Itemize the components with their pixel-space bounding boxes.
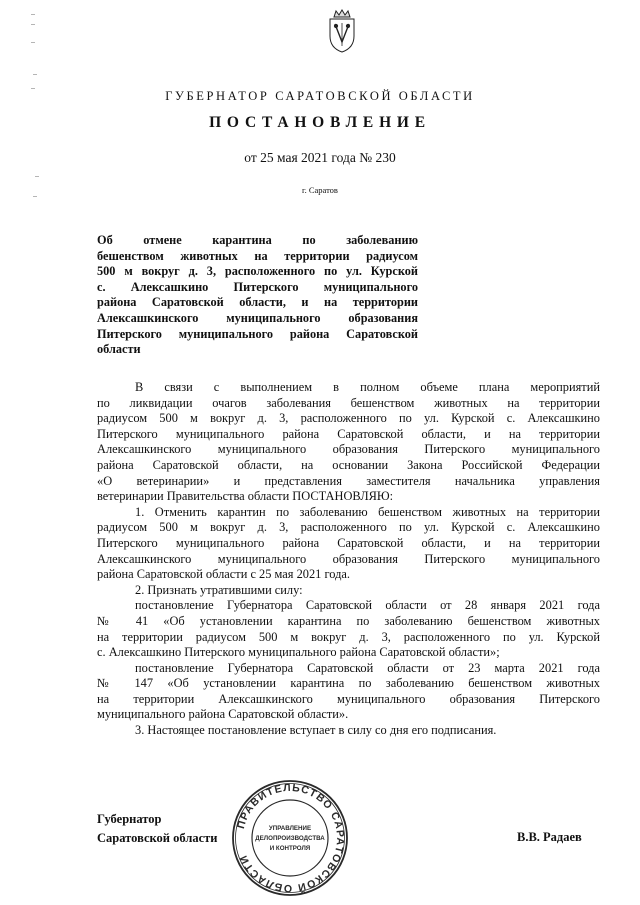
document-subject <box>97 233 418 358</box>
document-city: г. Саратов <box>302 185 338 195</box>
issuing-authority: ГУБЕРНАТОР САРАТОВСКОЙ ОБЛАСТИ <box>165 89 475 103</box>
subject-line: области <box>97 342 141 357</box>
stamp-inner-line: ДЕЛОПРОИЗВОДСТВА <box>255 835 325 842</box>
body-line: № 147 «Об установлении карантина по заболеванию бешенством животных <box>97 676 600 691</box>
document-type: ПОСТАНОВЛЕНИЕ <box>209 114 431 131</box>
body-line: Питерского муниципального района Саратовской области, и на территории <box>97 535 600 550</box>
body-line: муниципального района Саратовской области». <box>97 707 349 722</box>
subject-line: Питерского муниципального района Саратовской <box>97 326 418 341</box>
body-line: 2. Признать утратившими силу: <box>135 582 303 597</box>
body-line: ветеринарии Правительства области ПОСТАНОВЛЯЮ: <box>97 489 394 504</box>
body-line: радиусом 500 м вокруг д. 3, расположенного по ул. Курской с. Алексашкино <box>97 411 600 426</box>
body-line: по ликвидации очагов заболевания бешенством животных на территории <box>97 395 600 410</box>
body-line: района Саратовской области, на основании Закона Российской Федерации <box>97 457 600 472</box>
signer-position <box>97 810 217 848</box>
body-line: постановление Губернатора Саратовской области от 28 января 2021 года <box>135 598 600 613</box>
document-date-number: от 25 мая 2021 года № 230 <box>244 150 396 165</box>
subject-line: бешенством животных на территории радиусом <box>97 248 418 263</box>
subject-line: Об отмене карантина по заболеванию <box>97 233 418 247</box>
signer-name: В.В. Радаев <box>517 830 582 844</box>
body-line: «О ветеринарии» и представления заместителя начальника управления <box>97 473 600 488</box>
subject-line: с. Алексашкино Питерского муниципального <box>97 279 418 294</box>
body-line: с. Алексашкино Питерского муниципального района Саратовской области»; <box>97 645 500 660</box>
body-line: постановление Губернатора Саратовской области от 23 марта 2021 года <box>135 660 600 675</box>
body-line: Алексашкинского муниципального образования Питерского муниципального <box>97 551 600 566</box>
signer-position-line: Губернатор <box>97 812 162 826</box>
body-line: 1. Отменить карантин по заболеванию бешенством животных на территории <box>135 504 600 519</box>
body-line: № 41 «Об установлении карантина по заболеванию бешенством животных <box>97 613 600 628</box>
body-line: Алексашкинского муниципального образования Питерского муниципального <box>97 442 600 457</box>
subject-line: 500 м вокруг д. 3, расположенного по ул. Курской <box>97 264 418 279</box>
subject-line: района Саратовской области, и на территории <box>97 295 418 310</box>
body-line: района Саратовской области с 25 мая 2021 года. <box>97 567 350 582</box>
stamp-inner-line: УПРАВЛЕНИЕ <box>268 825 312 832</box>
stamp-ring-text: ПРАВИТЕЛЬСТВО САРАТОВСКОЙ ОБЛАСТИ <box>234 781 347 895</box>
body-line: на территории радиусом 500 м вокруг д. 3, расположенного по ул. Курской <box>97 629 600 644</box>
signer-position-line: Саратовской области <box>97 831 218 845</box>
saratov-oblast-coat-of-arms-icon <box>324 8 360 54</box>
subject-line: Алексашкинского муниципального образования <box>97 310 418 325</box>
stamp-inner-line: И КОНТРОЛЯ <box>269 845 311 852</box>
body-line: радиусом 500 м вокруг д. 3, расположенного по ул. Курской с. Алексашкино <box>97 520 600 535</box>
body-line: Питерского муниципального района Саратовской области, и на территории <box>97 426 600 441</box>
official-stamp <box>230 778 350 898</box>
body-line: В связи с выполнением в полном объеме плана мероприятий <box>135 380 600 394</box>
document-body <box>97 380 600 739</box>
body-line: на территории Алексашкинского муниципального образования Питерского <box>97 691 600 706</box>
body-line: 3. Настоящее постановление вступает в силу со дня его подписания. <box>135 723 497 738</box>
